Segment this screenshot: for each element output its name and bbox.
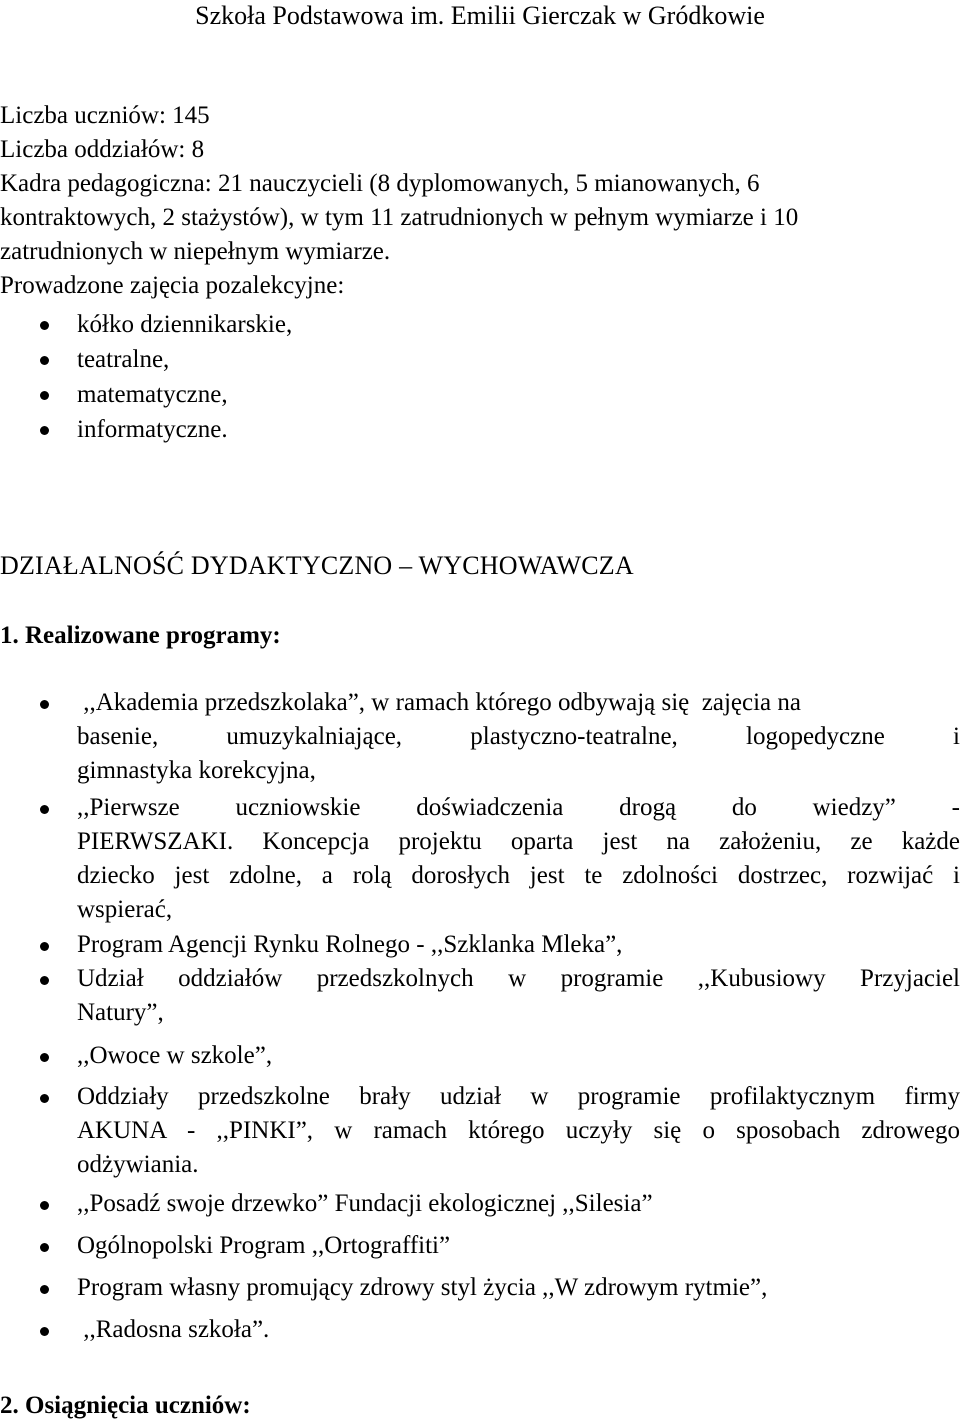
program-line: Ogólnopolski Program ,,Ortograffiti” — [77, 1232, 451, 1259]
staff-line-1: Kadra pedagogiczna: 21 nauczycieli (8 dyplomowanych, 5 mianowanych, 6 — [0, 170, 760, 197]
program-line: ,,Pierwsze uczniowskie doświadczenia drogą do wiedzy” - — [77, 794, 960, 821]
activity-label: teatralne, — [77, 346, 170, 373]
activities-heading: Prowadzone zajęcia pozalekcyjne: — [0, 272, 345, 299]
program-line: Program Agencji Rynku Rolnego - ,,Szklanka Mleka”, — [77, 931, 623, 958]
list-item — [0, 308, 960, 343]
bullet-icon — [40, 391, 49, 400]
document-title: Szkoła Podstawowa im. Emilii Gierczak w Gródkowie — [195, 1, 765, 30]
program-item — [0, 1229, 960, 1263]
section-heading: DZIAŁALNOŚĆ DYDAKTYCZNO – WYCHOWAWCZA — [0, 551, 634, 580]
list-item — [0, 343, 960, 378]
list-item — [0, 413, 960, 448]
activities-list — [0, 308, 960, 448]
list-item — [0, 378, 960, 413]
school-stats — [0, 99, 960, 303]
program-item — [0, 1187, 960, 1221]
program-line: basenie, umuzykalniające, plastyczno-teatralne, logopedyczne i — [77, 723, 960, 750]
bullet-icon — [40, 1201, 49, 1210]
bullet-icon — [40, 1094, 49, 1103]
bullet-icon — [40, 1243, 49, 1252]
bullet-icon — [40, 1053, 49, 1062]
bullet-icon — [40, 426, 49, 435]
activity-label: matematyczne, — [77, 381, 228, 408]
program-line: PIERWSZAKI. Koncepcja projektu oparta jest na założeniu, ze każde — [77, 828, 960, 855]
activity-label: kółko dziennikarskie, — [77, 311, 293, 338]
program-line: Natury”, — [77, 999, 164, 1026]
achievements-heading: 2. Osiągnięcia uczniów: — [0, 1392, 251, 1419]
bullet-icon — [40, 1327, 49, 1336]
program-line: gimnastyka korekcyjna, — [77, 757, 316, 784]
program-line: Oddziały przedszkolne brały udział w programie profilaktycznym firmy — [77, 1083, 960, 1110]
program-line: AKUNA - ,,PINKI”, w ramach którego uczyły się o sposobach zdrowego — [77, 1117, 960, 1144]
students-count: Liczba uczniów: 145 — [0, 102, 210, 129]
program-line: ,,Akademia przedszkolaka”, w ramach którego odbywają się zajęcia na — [77, 689, 801, 716]
program-line: Udział oddziałów przedszkolnych w programie ,,Kubusiowy Przyjaciel — [77, 965, 960, 992]
bullet-icon — [40, 1285, 49, 1294]
staff-line-3: zatrudnionych w niepełnym wymiarze. — [0, 238, 391, 265]
program-line: ,,Posadź swoje drzewko” Fundacji ekologicznej ,,Silesia” — [77, 1190, 653, 1217]
program-line: odżywiania. — [77, 1151, 199, 1178]
program-line: ,,Owoce w szkole”, — [77, 1042, 273, 1069]
bullet-icon — [40, 356, 49, 365]
program-item — [0, 1039, 960, 1073]
program-item — [0, 791, 960, 927]
bullet-icon — [40, 700, 49, 709]
activity-label: informatyczne. — [77, 416, 228, 443]
classes-count: Liczba oddziałów: 8 — [0, 136, 205, 163]
program-item — [0, 1080, 960, 1182]
program-line: ,,Radosna szkoła”. — [77, 1316, 270, 1343]
bullet-icon — [40, 321, 49, 330]
staff-line-2: kontraktowych, 2 stażystów), w tym 11 zatrudnionych w pełnym wymiarze i 10 — [0, 204, 799, 231]
bullet-icon — [40, 805, 49, 814]
program-line: wspierać, — [77, 896, 173, 923]
program-item — [0, 928, 960, 962]
program-item — [0, 1271, 960, 1305]
bullet-icon — [40, 976, 49, 985]
program-item — [0, 686, 960, 720]
program-item — [0, 1313, 960, 1347]
bullet-icon — [40, 942, 49, 951]
program-item — [0, 962, 960, 1030]
program-line: dziecko jest zdolne, a rolą dorosłych jest te zdolności dostrzec, rozwijać i — [77, 862, 960, 889]
program-line: Program własny promujący zdrowy styl życia ,,W zdrowym rytmie”, — [77, 1274, 768, 1301]
program-continuation — [0, 720, 960, 788]
programs-heading: 1. Realizowane programy: — [0, 622, 281, 649]
